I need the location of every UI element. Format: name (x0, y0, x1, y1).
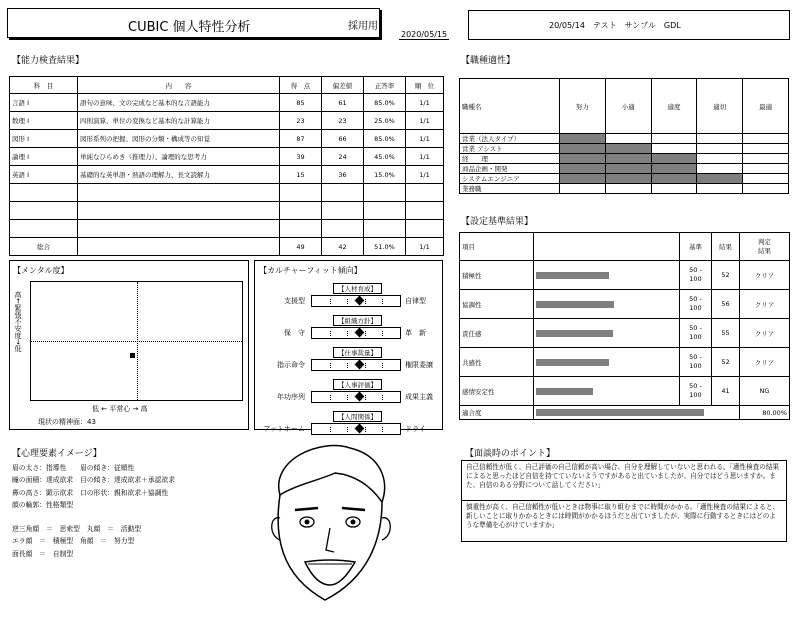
table-row (10, 220, 444, 238)
table-row (460, 174, 789, 184)
psych-line: エラ顔 ＝ 積極型 角顔 ＝ 努力型 (12, 537, 135, 546)
fit-label: 適合度 (460, 406, 534, 420)
table-row (460, 134, 789, 144)
mental-note: 現状の精神面：43 (38, 418, 96, 426)
table-row (10, 184, 444, 202)
criteria-section-title: 【設定基準結果】 (461, 217, 534, 227)
criteria-range: 50 - 100 (680, 319, 712, 348)
accuracy: 85.0% (364, 94, 406, 112)
table-row (460, 377, 790, 406)
criteria-result: クリア (740, 319, 790, 348)
criteria-range: 50 - 100 (680, 348, 712, 377)
fit-value: 80.00% (740, 406, 790, 420)
subject: 論理 I (10, 148, 78, 166)
psych-section-title: 【心理要素イメージ】 (12, 449, 102, 459)
subject: 図形 I (10, 130, 78, 148)
fit-bar (536, 409, 704, 416)
candidate-info: 20/05/14 テスト サンプル GDL (549, 21, 681, 30)
total-accuracy: 51.0% (364, 238, 406, 256)
table-row (460, 154, 789, 164)
culture-category: 【人材育成】 (333, 283, 382, 294)
job-name: 経 理 (460, 154, 560, 164)
criteria-result: クリア (740, 348, 790, 377)
culture-panel (254, 260, 443, 433)
criteria-bar (536, 359, 609, 366)
content: 図形系列の把握、図形の分類・構成等の知覚 (78, 130, 280, 148)
aptitude-table (459, 78, 789, 194)
culture-right-label: 自律型 (405, 297, 426, 305)
table-row (460, 164, 789, 174)
table-row (10, 112, 444, 130)
psych-line: 顔の輪郭：性格類型 (12, 500, 74, 509)
criteria-score: 56 (712, 290, 740, 319)
fit-row (460, 406, 790, 420)
criteria-score: 41 (712, 377, 740, 406)
psych-text (12, 462, 175, 560)
accuracy: 25.0% (364, 112, 406, 130)
criteria-name: 感情安定性 (460, 377, 534, 406)
content: 語句の意味、文の完成など基本的な言語能力 (78, 94, 280, 112)
col-header: 得 点 (280, 77, 322, 94)
criteria-name: 共感性 (460, 348, 534, 377)
culture-left-label: 保 守 (284, 329, 305, 337)
table-row (460, 184, 789, 194)
criteria-bar (536, 330, 613, 337)
culture-category: 【仕事裁量】 (333, 347, 382, 358)
criteria-result: クリア (740, 290, 790, 319)
culture-left-label: 年功序列 (277, 393, 305, 401)
criteria-bar (536, 388, 593, 395)
col-header: 内 容 (78, 77, 280, 94)
culture-left-label: 支援型 (284, 297, 305, 305)
mental-plot (30, 281, 243, 401)
culture-category: 【人事評価】 (333, 379, 382, 390)
col-header: 最適 (743, 79, 789, 134)
culture-marker (355, 360, 365, 370)
culture-right-label: ドライ (405, 425, 426, 433)
culture-scale (311, 327, 401, 339)
mental-panel (9, 260, 249, 430)
criteria-range: 50 - 100 (680, 377, 712, 406)
col-header: 基準 (680, 233, 712, 261)
table-row (460, 348, 790, 377)
subject: 数理 I (10, 112, 78, 130)
culture-category: 【組織方針】 (333, 315, 382, 326)
criteria-name: 責任感 (460, 319, 534, 348)
criteria-range: 50 - 100 (680, 261, 712, 290)
rank: 1/1 (406, 94, 444, 112)
subject: 英語 I (10, 166, 78, 184)
report-subtitle: 採用用 (348, 21, 378, 32)
deviation: 61 (322, 94, 364, 112)
table-row (460, 261, 790, 290)
total-rank: 1/1 (406, 238, 444, 256)
candidate-info-box (468, 10, 790, 40)
col-header: 項目 (460, 233, 534, 261)
criteria-bar (536, 301, 614, 308)
culture-section-title: 【カルチャーフィット傾向】 (259, 266, 362, 275)
psych-line: 面長顔 ＝ 自制型 (12, 549, 74, 558)
col-header: 適切 (697, 79, 743, 134)
culture-category: 【人間関係】 (333, 411, 382, 422)
culture-scale (311, 295, 401, 307)
col-header: 小適 (605, 79, 651, 134)
interview-point-1: 自己信頼性が低く、自己評価の自己信頼が高い場合、自分を理解していないと思われる。「適性検査の結果によると思ったほど自信を持てていないようですがあると出ていましたが、自分ではどう思いますか。また、自信のある分野について話してください」 (462, 461, 786, 501)
criteria-range: 50 - 100 (680, 290, 712, 319)
total-deviation: 42 (322, 238, 364, 256)
culture-left-label: アットホーム (263, 425, 305, 433)
col-header: 努力 (560, 79, 606, 134)
table-row (10, 166, 444, 184)
rank: 1/1 (406, 148, 444, 166)
subject: 言語 I (10, 94, 78, 112)
col-header: 正答率 (364, 77, 406, 94)
report-title: CUBIC 個人特性分析 (128, 20, 251, 35)
deviation: 23 (322, 112, 364, 130)
criteria-name: 協調性 (460, 290, 534, 319)
psych-line: 眉の太さ：指導性 眉の傾き：従順性 (12, 464, 135, 472)
mental-point (130, 353, 135, 358)
culture-marker (355, 424, 365, 434)
total-row (10, 238, 444, 256)
content: 単純なひらめき（推理力）、論理的な思考力 (78, 148, 280, 166)
table-row (460, 319, 790, 348)
culture-right-label: 革 新 (405, 329, 426, 337)
interview-section-title: 【面談時のポイント】 (465, 449, 556, 459)
psych-line: 鼻の高さ：顕示欲求 口の形状：親和欲求＋協調性 (12, 488, 169, 497)
col-header: 職種名 (460, 79, 560, 134)
ability-section-title: 【能力検査結果】 (12, 56, 85, 66)
total-label: 総合 (10, 238, 78, 256)
culture-scale (311, 423, 401, 435)
score: 39 (280, 148, 322, 166)
job-name: 営業（法人タイプ） (460, 134, 560, 144)
job-name: 営業 アシスト (460, 144, 560, 154)
criteria-result: NG (740, 377, 790, 406)
col-header: 結果 (712, 233, 740, 261)
mental-section-title: 【メンタル度】 (13, 266, 69, 275)
score: 15 (280, 166, 322, 184)
content: 基礎的な英単語・熟語の理解力、長文読解力 (78, 166, 280, 184)
rank: 1/1 (406, 130, 444, 148)
culture-scale (311, 391, 401, 403)
col-header: 順 位 (406, 77, 444, 94)
psych-line: 瞳の面積：達成欲求 目の傾き：達成欲求＋承認欲求 (12, 476, 176, 485)
criteria-table (459, 232, 790, 420)
job-name: システムエンジニア (460, 174, 560, 184)
criteria-score: 52 (712, 261, 740, 290)
aptitude-section-title: 【職種適性】 (461, 56, 516, 66)
col-header: 適度 (651, 79, 697, 134)
deviation: 24 (322, 148, 364, 166)
job-name: 業務職 (460, 184, 560, 194)
criteria-bar (536, 272, 609, 279)
table-row (10, 94, 444, 112)
rank: 1/1 (406, 112, 444, 130)
title-box (7, 8, 380, 38)
criteria-score: 55 (712, 319, 740, 348)
table-row (10, 202, 444, 220)
accuracy: 85.0% (364, 130, 406, 148)
table-row (460, 144, 789, 154)
job-name: 商品企画・開発 (460, 164, 560, 174)
col-header: 判定 結果 (740, 233, 790, 261)
culture-marker (355, 392, 365, 402)
accuracy: 45.0% (364, 148, 406, 166)
criteria-name: 積極性 (460, 261, 534, 290)
culture-right-label: 権限委譲 (405, 361, 433, 369)
interview-point-2: 慎重性が高く、自己信頼性が低いときは物事に取り組むまでに時間がかかる。「適性検査の結果によると、新しいことに取りかかるときには時間がかかるほうだと出ていましたが、実際に行動するときにはどのような準備を心がけていますか」 (466, 503, 780, 530)
criteria-result: クリア (740, 261, 790, 290)
table-row (10, 130, 444, 148)
psych-line: 逆三角顔 ＝ 思索型 丸顔 ＝ 活動型 (12, 525, 142, 534)
face-illustration (250, 440, 400, 612)
content: 四則演算、単位の変換など基本的な計算能力 (78, 112, 280, 130)
culture-marker (355, 296, 365, 306)
ability-table (9, 76, 444, 256)
col-header: 偏差値 (322, 77, 364, 94)
culture-right-label: 成果主義 (405, 393, 433, 401)
score: 23 (280, 112, 322, 130)
culture-marker (355, 328, 365, 338)
rank: 1/1 (406, 166, 444, 184)
col-header: 科 目 (10, 77, 78, 94)
culture-left-label: 指示命令 (277, 361, 305, 369)
criteria-score: 52 (712, 348, 740, 377)
deviation: 66 (322, 130, 364, 148)
total-score: 49 (280, 238, 322, 256)
culture-scale (311, 359, 401, 371)
score: 85 (280, 94, 322, 112)
mental-ylabel: 高←緊張不安度→低 (14, 291, 22, 352)
table-row (460, 290, 790, 319)
table-row (10, 148, 444, 166)
score: 87 (280, 130, 322, 148)
mental-xlabel: 低 ← 平常心 → 高 (92, 405, 148, 413)
accuracy: 15.0% (364, 166, 406, 184)
report-date: 2020/05/15 (401, 30, 448, 39)
deviation: 36 (322, 166, 364, 184)
interview-box (461, 460, 787, 542)
